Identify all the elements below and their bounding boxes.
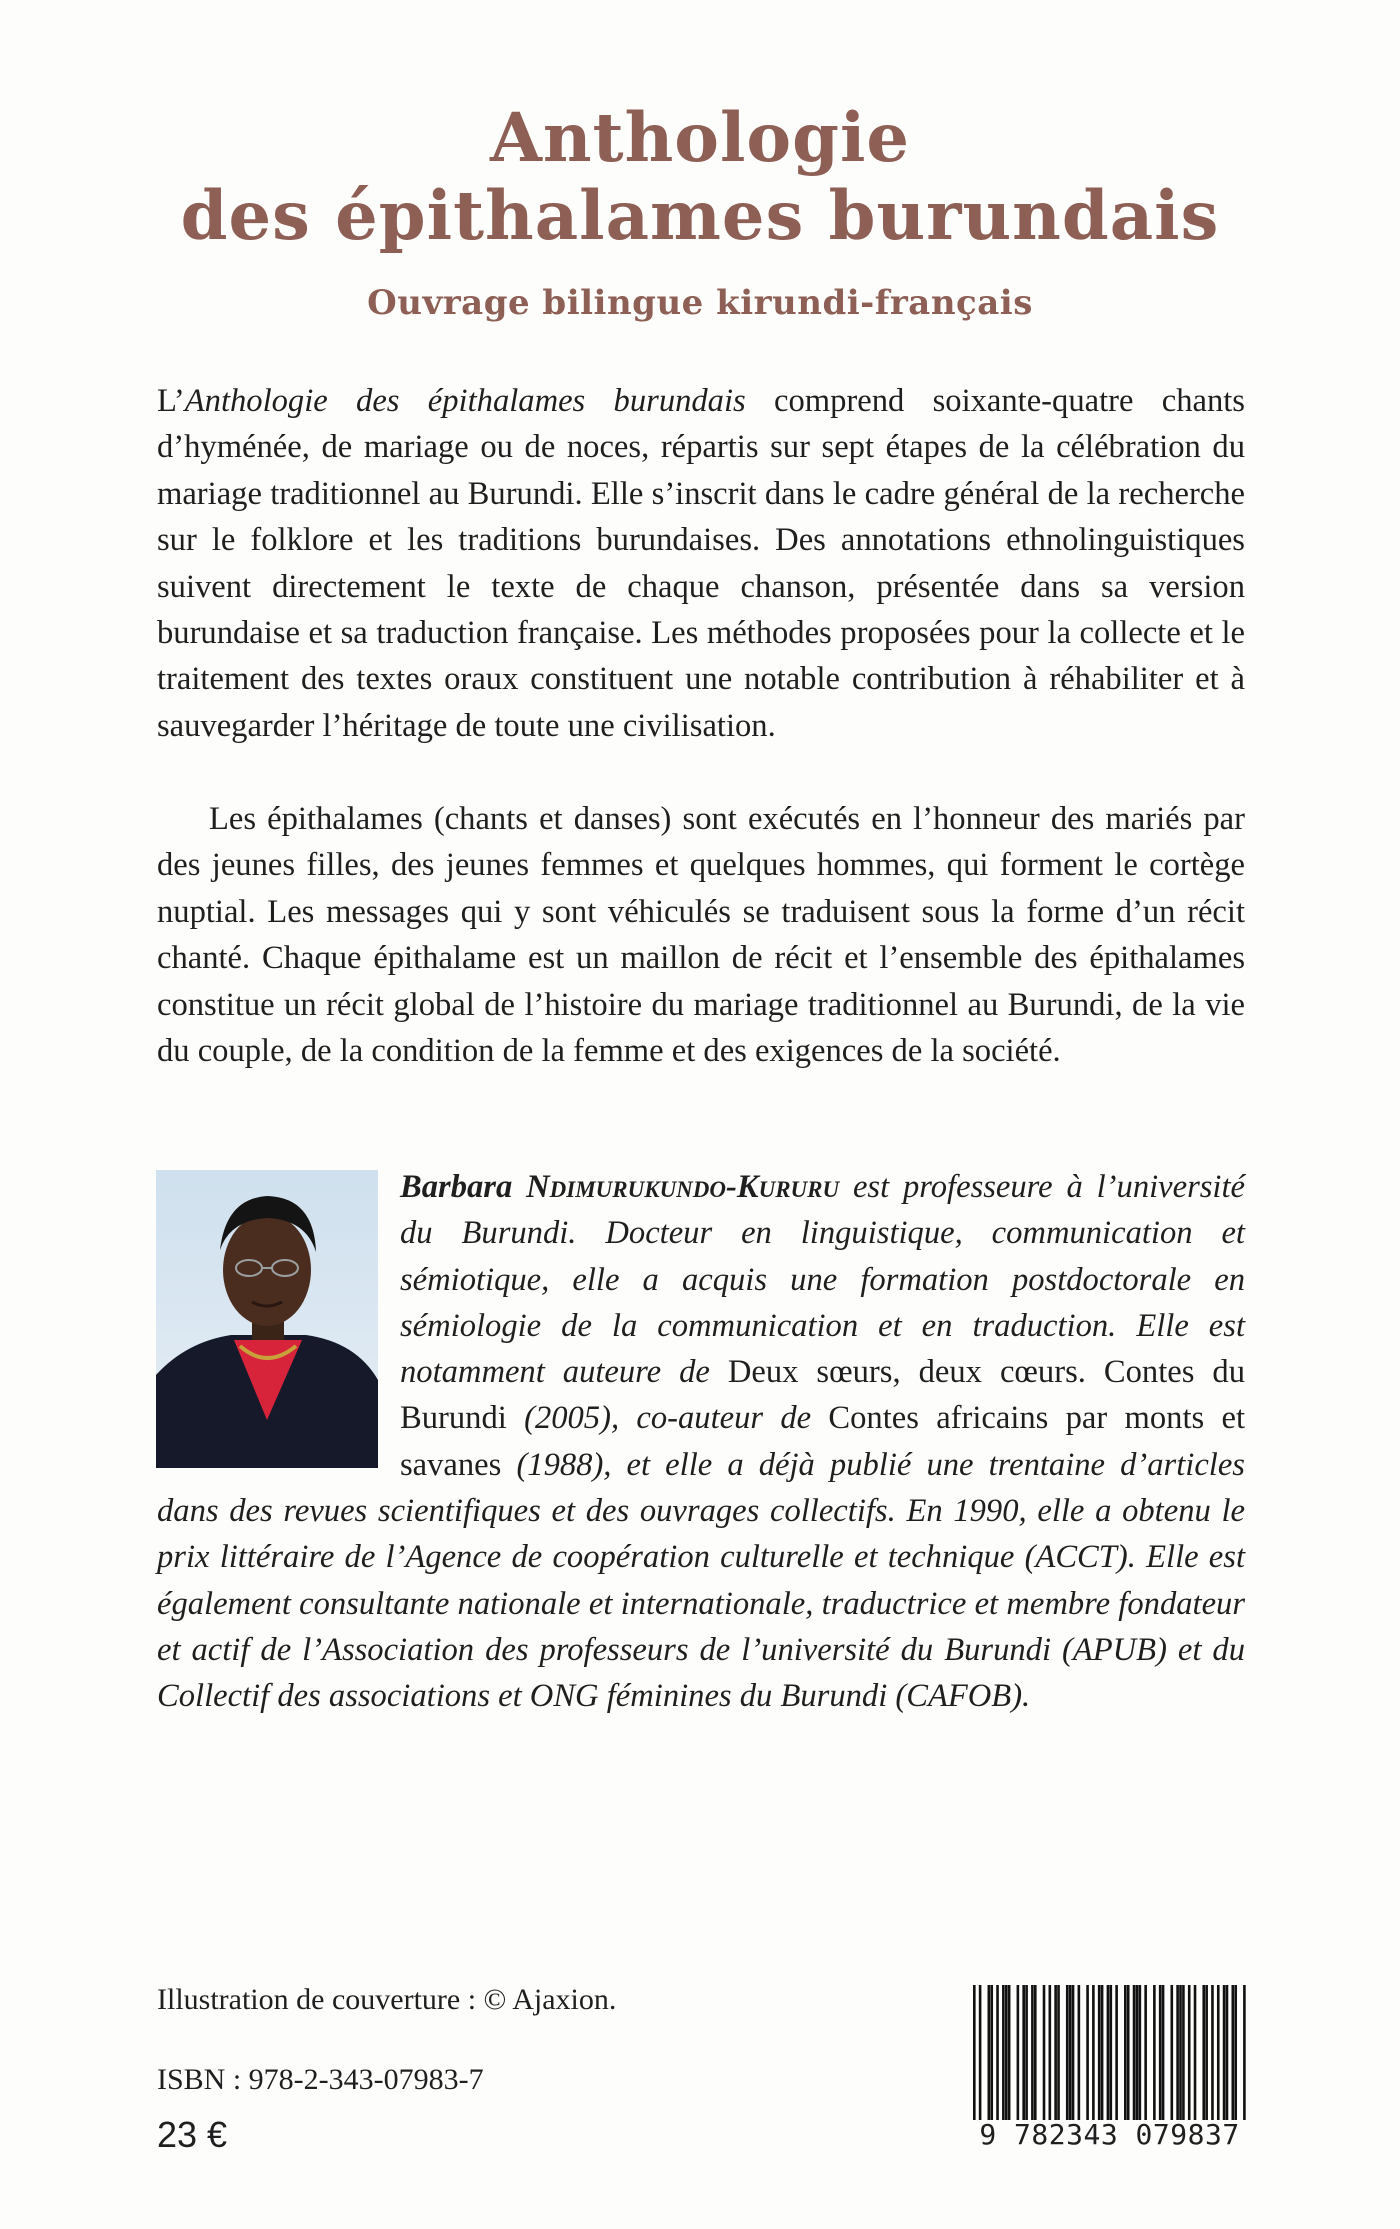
barcode-bar — [1101, 1985, 1104, 2125]
barcode-bar — [1182, 1985, 1185, 2125]
barcode-bar — [1008, 1985, 1011, 2125]
barcode-bar — [1031, 1985, 1034, 2125]
bio-text-2: (2005), co-auteur de — [506, 1400, 829, 1437]
author-first-name: Barbara — [400, 1169, 513, 1205]
barcode-bar — [1124, 1985, 1127, 2125]
barcode-bar — [1069, 1985, 1072, 2125]
barcode-bar — [1162, 1985, 1165, 2125]
book-title-line-1: Anthologie — [489, 98, 911, 177]
barcode-bar — [1057, 1985, 1060, 2125]
barcode-bar — [1115, 1985, 1118, 2125]
barcode-digits: 9 782343 079837 — [973, 2120, 1246, 2150]
barcode-bar — [1217, 1985, 1220, 2125]
summary-text-1: comprend soixante-quatre chants d’hyménée, de mariage ou de noces, répartis sur sept étapes de la célébration du mariage traditionnel au Burundi. Elle s’inscrit dans le cadre général de la recherche sur le folklore et les traditions burundaises. Des annotations ethnolinguistiques suivent directement le texte de chaque chanson, présentée dans sa version burundaise et sa traduction française. Les méthodes proposées pour la collecte et le traitement des textes oraux constituent une notable contribution à réhabiliter et à sauvegarder l’héritage de toute une civilisation. — [157, 383, 1245, 744]
illustration-credit: Illustration de couverture : © Ajaxion. — [157, 1983, 617, 2016]
barcode-bar — [1043, 1985, 1046, 2125]
barcode-bar — [1066, 1985, 1069, 2125]
book-title-line-2: des épithalames burundais — [180, 176, 1220, 255]
barcode-bar — [1234, 1985, 1237, 2125]
barcode-bar — [1098, 1985, 1101, 2125]
price: 23 € — [157, 2114, 228, 2155]
barcode-bar — [1025, 1985, 1028, 2125]
barcode-bar — [1022, 1985, 1025, 2125]
bio-text-1: est professeure à l’université du Burundi. Docteur en linguistique, communication et sémiotique, elle a acquis une formation postdoctorale en sémiologie de la communication et en traduction. Elle est notamment auteure de — [400, 1169, 1245, 1391]
barcode-bar — [1179, 1985, 1182, 2125]
barcode-bar — [1049, 1985, 1052, 2125]
barcode-bar — [1202, 1985, 1205, 2125]
book-title-2: Contes africains par monts et savanes — [400, 1400, 1246, 1483]
author-last-name: Ndimurukundo-Kururu — [526, 1169, 840, 1205]
barcode-bar — [988, 1985, 991, 2125]
summary-title-italic: Anthologie des épithalames burundais — [184, 383, 746, 419]
barcode-bar — [1072, 1985, 1075, 2125]
barcode-bar — [1127, 1985, 1130, 2125]
barcode-bar — [1153, 1985, 1156, 2125]
barcode-bar — [1133, 1985, 1136, 2125]
barcode-bar — [1223, 1985, 1226, 2125]
summary-paragraph-2: Les épithalames (chants et danses) sont exécutés en l’honneur des mariés par des jeunes filles, des jeunes femmes et quelques hommes, qui forment le cortège nuptial. Les messages qui y sont véhiculés se traduisent sous la forme d’un récit chanté. Chaque épithalame est un maillon de récit et l’ensemble des épithalames constitue un récit global de l’histoire du mariage traditionnel au Burundi, de la vie du couple, de la condition de la femme et des exigences de la société. — [157, 801, 1245, 1070]
barcode-bar — [1226, 1985, 1229, 2125]
barcode-bar — [1017, 1985, 1020, 2125]
barcode-bar — [996, 1985, 999, 2125]
barcode-bar — [1092, 1985, 1095, 2125]
barcode-bar — [1211, 1985, 1214, 2125]
barcode-bar — [1139, 1985, 1142, 2125]
barcode-bar — [1231, 1985, 1234, 2125]
barcode-bar — [1188, 1985, 1191, 2125]
barcode-bar — [1005, 1985, 1008, 2125]
isbn: ISBN : 978-2-343-07983-7 — [157, 2063, 484, 2096]
barcode-bar — [990, 1985, 993, 2125]
barcode-bar — [1002, 1985, 1005, 2125]
summary-paragraph-1 — [157, 378, 1245, 749]
book-title-1: Deux sœurs, deux cœurs. Contes du Burundi — [400, 1354, 1245, 1437]
barcode-bar — [1170, 1985, 1173, 2125]
author-photo — [156, 1170, 378, 1468]
barcode-bar — [1136, 1985, 1139, 2125]
barcode-bar — [1078, 1985, 1081, 2125]
bio-text-3: (1988), et elle a déjà publié une trentaine d’articles dans des revues scientifiques et des ouvrages collectifs. En 1990, elle a obtenu le prix littéraire de l’Agence de coopération culturelle et technique (ACCT). Elle est également consultante nationale et internationale, traductrice et membre fondateur et actif de l’Association des professeurs de l’université du Burundi (APUB) et du Collectif des associations et ONG féminines du Burundi (CAFOB). — [157, 1446, 1245, 1715]
barcode-bar — [1194, 1985, 1197, 2125]
barcode-bar — [1054, 1985, 1057, 2125]
barcode-bar — [1159, 1985, 1162, 2125]
barcode-bar — [1034, 1985, 1037, 2125]
book-subtitle: Ouvrage bilingue kirundi-français — [367, 283, 1033, 323]
summary-prefix: L’ — [157, 383, 185, 419]
barcode-bar — [1086, 1985, 1089, 2125]
barcode-bar — [1205, 1985, 1208, 2125]
barcode-bar — [1176, 1985, 1179, 2125]
barcode-bar — [1144, 1985, 1147, 2125]
